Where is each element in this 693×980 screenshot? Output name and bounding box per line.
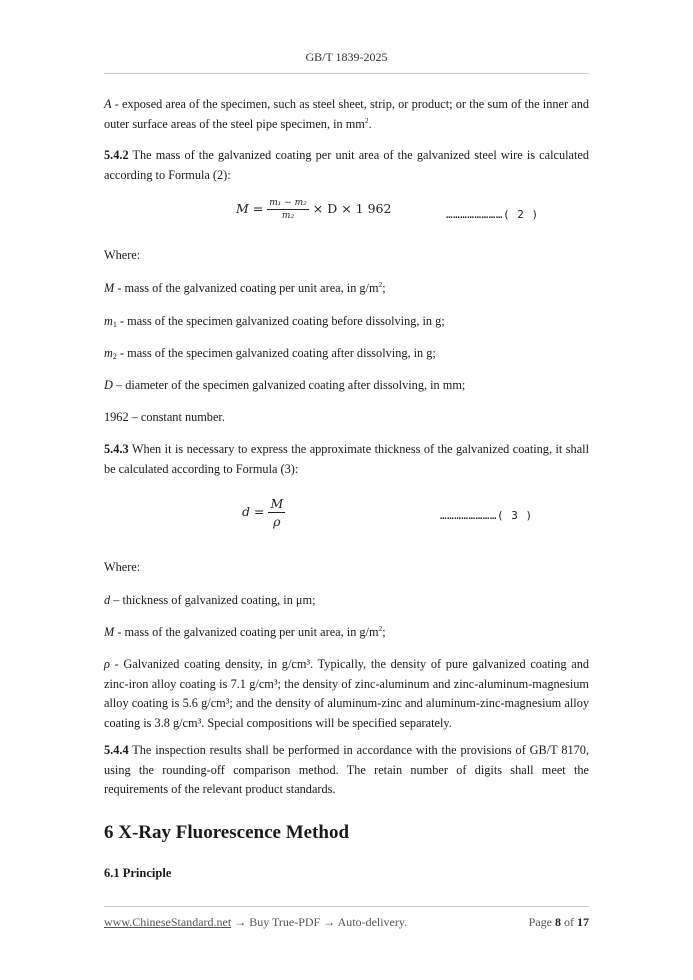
symbol-m: m — [104, 314, 113, 328]
symbol-m: m — [104, 346, 113, 360]
document-number: GB/T 1839-2025 — [305, 50, 388, 64]
subscript: 2 — [112, 352, 117, 361]
symbol-rho: ρ — [104, 657, 110, 671]
subsection-heading: 6.1 Principle — [104, 866, 172, 880]
clause-number: 5.4.4 — [104, 743, 129, 757]
definition-text: - Galvanized coating density, in g/cm³. Typically, the density of pure galvanized coating and zinc-iron alloy coating is 7.1 g/cm³; the density of zinc-aluminum and zinc-aluminum-magnesium alloy coating is 5.6 g/cm³; and the density of aluminum-zinc and aluminum-zinc-magnesium alloy coating is 3.8 g/cm³. Special compositions will be specified separately. — [104, 657, 589, 730]
clause-5-4-2 — [104, 146, 589, 185]
definition-rho — [104, 655, 589, 733]
where-label: Where: — [104, 560, 141, 574]
footer-divider — [104, 906, 589, 907]
clause-5-4-4 — [104, 741, 589, 800]
definition-text: - mass of the specimen galvanized coating after dissolving, in g; — [116, 346, 436, 360]
definition-text: – thickness of galvanized coating, in μm; — [110, 593, 316, 607]
definition-text: - mass of the galvanized coating per unit area, in g/m — [114, 625, 379, 639]
definition-M — [104, 279, 589, 299]
formula-lhs: d = — [242, 504, 265, 519]
superscript: 2 — [378, 624, 383, 633]
definition-m2 — [104, 344, 589, 364]
definition-a — [104, 95, 589, 134]
clause-text: The mass of the galvanized coating per unit area of the galvanized steel wire is calculated according to Formula (2): — [104, 148, 589, 182]
superscript: 2 — [364, 115, 369, 125]
superscript: 2 — [378, 280, 383, 289]
formula-fraction — [267, 198, 309, 221]
symbol-M: M — [104, 281, 115, 295]
fraction-denominator: ρ — [273, 514, 281, 529]
where-label: Where: — [104, 248, 141, 262]
definition-D — [104, 376, 589, 396]
definition-m1 — [104, 312, 589, 332]
subscript: 1 — [112, 320, 117, 329]
page-header — [104, 50, 589, 65]
site-link[interactable]: www.ChineseStandard.net — [104, 915, 232, 929]
punctuation: . — [368, 116, 372, 131]
formula-lhs: M = — [236, 201, 264, 216]
definition-text: - mass of the specimen galvanized coating before dissolving, in g; — [116, 314, 445, 328]
definition-text: - mass of the galvanized coating per unit area, in g/m — [114, 281, 379, 295]
page-number — [529, 915, 589, 930]
formula-fraction — [268, 496, 285, 529]
formula-3 — [242, 496, 285, 536]
formula-2 — [236, 198, 391, 238]
formula-rhs: × D × 1 962 — [312, 201, 392, 216]
symbol-d: d — [104, 593, 111, 607]
page-footer — [104, 915, 589, 930]
section-heading: 6 X-Ray Fluorescence Method — [104, 822, 350, 843]
clause-number: 5.4.3 — [104, 442, 129, 456]
definition-text: – diameter of the specimen galvanized coating after dissolving, in mm; — [112, 378, 466, 392]
punctuation: ; — [382, 281, 386, 295]
definition-a-text: - exposed area of the specimen, such as steel sheet, strip, or product; or the sum of the inner and outer surface areas of the steel pipe specimen, in mm — [104, 97, 589, 131]
definition-d — [104, 591, 589, 611]
symbol-D: D — [104, 378, 113, 392]
clause-text: The inspection results shall be performed in accordance with the provisions of GB/T 8170, using the rounding-off comparison method. The retain number of digits shall meet the requirements of the relevant product standards. — [104, 743, 589, 796]
clause-number: 5.4.2 — [104, 148, 129, 162]
footer-promo — [104, 915, 407, 930]
clause-5-4-3 — [104, 440, 589, 479]
page-of-label: of — [561, 915, 577, 929]
definition-constant — [104, 408, 589, 428]
fraction-denominator: m₂ — [281, 211, 295, 221]
clause-text: When it is necessary to express the approximate thickness of the galvanized coating, it shall be calculated according to Formula (3): — [104, 442, 589, 476]
fraction-numerator: M — [270, 496, 284, 511]
symbol-M: M — [104, 625, 115, 639]
formula-3-reference: ……………………( 3 ) — [440, 509, 533, 522]
fraction-numerator: m₁ − m₂ — [269, 198, 307, 208]
definition-text: 1962 – constant number. — [104, 410, 225, 424]
current-page: 8 — [555, 915, 561, 929]
total-pages: 17 — [577, 915, 589, 929]
definition-M — [104, 623, 589, 643]
header-divider — [104, 73, 589, 74]
formula-2-reference: ……………………( 2 ) — [446, 208, 539, 221]
page-label: Page — [528, 915, 555, 929]
footer-promo-text: → Buy True-PDF → Auto-delivery. — [231, 915, 408, 929]
symbol-a: A — [104, 97, 112, 111]
punctuation: ; — [382, 625, 386, 639]
